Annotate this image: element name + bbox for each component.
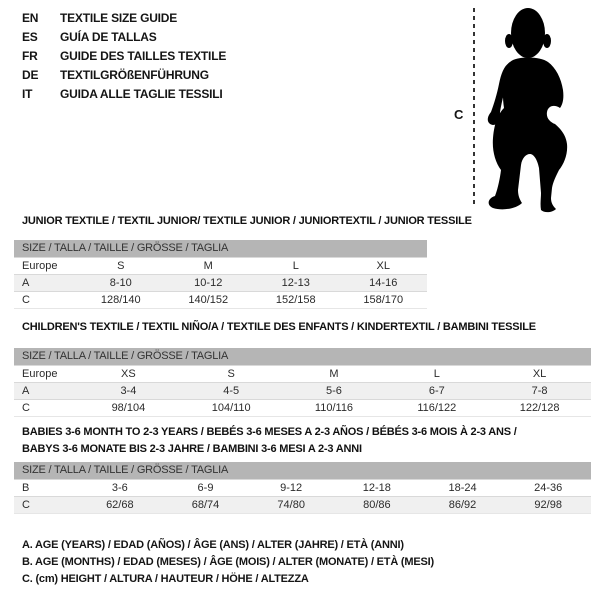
- language-row: [22, 66, 226, 85]
- language-row: [22, 9, 226, 28]
- language-row: [22, 85, 226, 104]
- row-label: A: [22, 385, 30, 397]
- table-cell: 3-6: [111, 482, 128, 494]
- language-text: GUIDE DES TAILLES TEXTILE: [60, 49, 227, 63]
- row-label: B: [22, 482, 30, 494]
- language-text: TEXTILGRÖßENFÜHRUNG: [60, 68, 209, 82]
- measure-label-c: C: [454, 107, 464, 122]
- table-cell: 116/122: [417, 402, 457, 414]
- language-row: [22, 28, 226, 47]
- language-row: [22, 47, 226, 66]
- table-cell: XS: [121, 368, 136, 380]
- table-cell: 7-8: [531, 385, 548, 397]
- table-cell: 24-36: [534, 482, 563, 494]
- table-cell: 158/170: [363, 294, 404, 306]
- babies-title-line2: BABYS 3-6 MONATE BIS 2-3 JAHRE / BAMBINI 3-6 MESI A 2-3 ANNI: [22, 443, 362, 455]
- table-row: [14, 496, 591, 513]
- table-cell: L: [292, 260, 299, 272]
- children-size-table: [14, 348, 591, 417]
- row-label: A: [22, 277, 30, 289]
- size-header-bar: SIZE / TALLA / TAILLE / GRÖSSE / TAGLIA: [14, 348, 591, 365]
- children-section-title: CHILDREN'S TEXTILE / TEXTIL NIÑO/A / TEXTILE DES ENFANTS / KINDERTEXTIL / BAMBINI TESSILE: [22, 321, 536, 333]
- table-cell: 6-7: [428, 385, 445, 397]
- table-row: [14, 291, 427, 308]
- table-cell: L: [433, 368, 440, 380]
- table-cell: 86/92: [448, 499, 477, 511]
- table-cell: 12-13: [281, 277, 310, 289]
- table-row: [14, 382, 591, 399]
- table-cell: 6-9: [197, 482, 214, 494]
- language-text: TEXTILE SIZE GUIDE: [60, 11, 178, 25]
- table-cell: 18-24: [448, 482, 477, 494]
- babies-title-line1: BABIES 3-6 MONTH TO 2-3 YEARS / BEBÉS 3-6 MESES A 2-3 AÑOS / BÉBÉS 3-6 MOIS À 2-3 ANS /: [22, 426, 517, 438]
- table-cell: 104/110: [211, 402, 251, 414]
- table-cell: 62/68: [106, 499, 134, 511]
- table-cell: 68/74: [191, 499, 220, 511]
- table-cell: XL: [532, 368, 547, 380]
- table-cell: 128/140: [100, 294, 141, 306]
- legend-line-b: B. AGE (MONTHS) / EDAD (MESES) / ÂGE (MOIS) / ALTER (MONATE) / ETÀ (MESI): [22, 556, 434, 568]
- table-cell: 92/98: [534, 499, 562, 511]
- measurement-legend: [22, 537, 434, 588]
- legend-line-a: A. AGE (YEARS) / EDAD (AÑOS) / ÂGE (ANS) / ALTER (JAHRE) / ETÀ (ANNI): [22, 539, 404, 551]
- language-code: EN: [22, 11, 39, 25]
- table-cell: M: [329, 368, 339, 380]
- language-code: IT: [22, 87, 33, 101]
- table-cell: 5-6: [326, 385, 342, 397]
- table-cell: 4-5: [223, 385, 240, 397]
- row-label: Europe: [22, 260, 58, 272]
- table-cell: 152/158: [275, 294, 316, 306]
- row-label: C: [22, 499, 30, 511]
- language-list: [22, 9, 226, 104]
- language-code: ES: [22, 30, 38, 44]
- size-header-bar: SIZE / TALLA / TAILLE / GRÖSSE / TAGLIA: [14, 240, 427, 257]
- table-cell: 80/86: [363, 499, 391, 511]
- table-row: [14, 479, 591, 496]
- table-cell: 140/152: [188, 294, 229, 306]
- table-cell: 10-12: [194, 277, 223, 289]
- toddler-silhouette-icon: [450, 0, 600, 215]
- size-figure: [450, 0, 600, 215]
- table-cell: 74/80: [277, 499, 305, 511]
- table-cell: 98/104: [111, 402, 146, 414]
- table-cell: S: [227, 368, 235, 380]
- language-code: DE: [22, 68, 39, 82]
- table-cell: 14-16: [369, 277, 398, 289]
- table-row: [14, 257, 427, 274]
- table-cell: XL: [376, 260, 390, 272]
- table-cell: 9-12: [280, 482, 303, 494]
- size-header-bar: SIZE / TALLA / TAILLE / GRÖSSE / TAGLIA: [14, 462, 591, 479]
- row-label: C: [22, 402, 30, 414]
- legend-line-c: C. (cm) HEIGHT / ALTURA / HAUTEUR / HÖHE / ALTEZZA: [22, 573, 309, 585]
- table-cell: S: [117, 260, 125, 272]
- row-label: Europe: [22, 368, 58, 380]
- table-cell: 8-10: [109, 277, 132, 289]
- table-row: [14, 399, 591, 416]
- table-cell: 3-4: [120, 385, 137, 397]
- junior-size-table: [14, 240, 427, 309]
- table-cell: 12-18: [362, 482, 391, 494]
- table-cell: 110/116: [314, 402, 354, 414]
- table-row: [14, 365, 591, 382]
- language-code: FR: [22, 49, 38, 63]
- toddler-body: [488, 8, 567, 212]
- table-cell: 122/128: [519, 402, 560, 414]
- table-row: [14, 274, 427, 291]
- junior-section-title: JUNIOR TEXTILE / TEXTIL JUNIOR/ TEXTILE JUNIOR / JUNIORTEXTIL / JUNIOR TESSILE: [22, 215, 472, 227]
- language-text: GUÍA DE TALLAS: [60, 30, 157, 44]
- babies-section-title: [22, 424, 517, 458]
- row-label: C: [22, 294, 30, 306]
- language-text: GUIDA ALLE TAGLIE TESSILI: [60, 87, 223, 101]
- babies-size-table: [14, 462, 591, 514]
- table-cell: M: [203, 260, 213, 272]
